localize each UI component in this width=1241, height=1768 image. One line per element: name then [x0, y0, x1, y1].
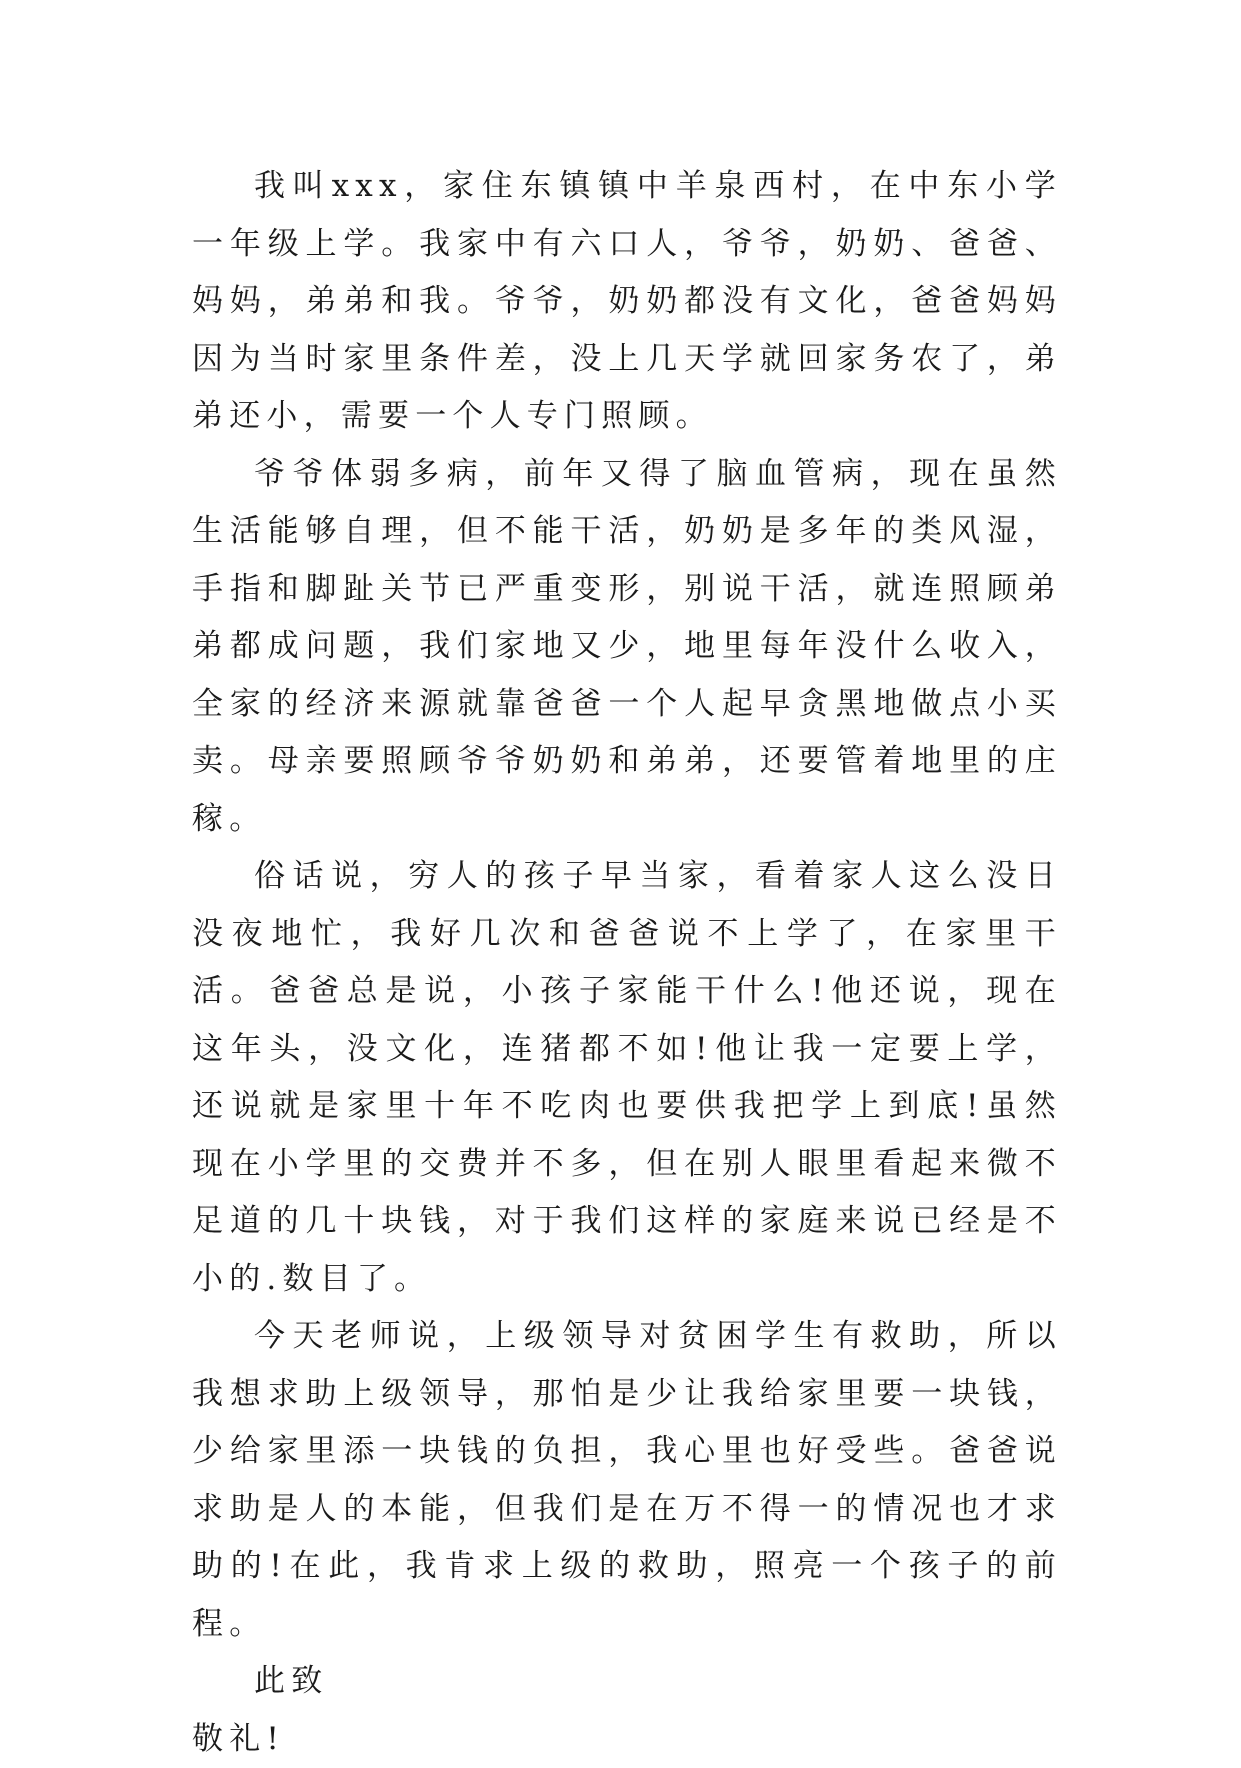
letter-body	[192, 158, 1062, 1768]
paragraph-1: 我叫xxx，家住东镇镇中羊泉西村，在中东小学一年级上学。我家中有六口人，爷爷，奶奶、爸爸、妈妈，弟弟和我。爷爷，奶奶都没有文化，爸爸妈妈因为当时家里条件差，没上几天学就回家务农了，弟弟还小，需要一个人专门照顾。	[192, 158, 1062, 446]
paragraph-2: 爷爷体弱多病，前年又得了脑血管病，现在虽然生活能够自理，但不能干活，奶奶是多年的类风湿，手指和脚趾关节已严重变形，别说干活，就连照顾弟弟都成问题，我们家地又少，地里每年没什么收入，全家的经济来源就靠爸爸一个人起早贪黑地做点小买卖。母亲要照顾爷爷奶奶和弟弟，还要管着地里的庄稼。	[192, 446, 1062, 849]
paragraph-4: 今天老师说，上级领导对贫困学生有救助，所以我想求助上级领导，那怕是少让我给家里要一块钱，少给家里添一块钱的负担，我心里也好受些。爸爸说求助是人的本能，但我们是在万不得一的情况也才求助的!在此，我肯求上级的救助，照亮一个孩子的前程。	[192, 1308, 1062, 1653]
closing-line: 此致	[192, 1653, 1062, 1711]
salutation-line: 敬礼!	[192, 1711, 1062, 1768]
paragraph-3: 俗话说，穷人的孩子早当家，看着家人这么没日没夜地忙，我好几次和爸爸说不上学了，在家里干活。爸爸总是说，小孩子家能干什么!他还说，现在这年头，没文化，连猪都不如!他让我一定要上学，还说就是家里十年不吃肉也要供我把学上到底!虽然现在小学里的交费并不多，但在别人眼里看起来微不足道的几十块钱，对于我们这样的家庭来说已经是不小的.数目了。	[192, 848, 1062, 1308]
